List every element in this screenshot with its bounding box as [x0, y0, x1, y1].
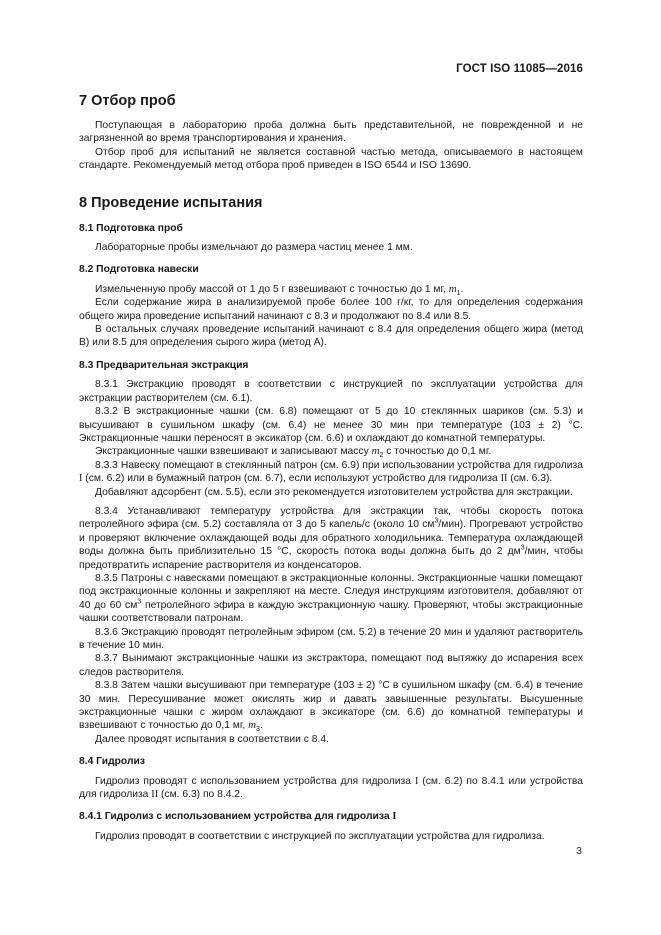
document-body — [79, 91, 583, 843]
section-8-3-next-step: Далее проводят испытания в соответствии с 8.4. — [95, 733, 329, 745]
section-8-3-title: 8.3 Предварительная экстракция — [79, 359, 249, 371]
section-8-3-2-weigh: Экстракционные чашки взвешивают и записывают массу $m_2$ с точностью до 0,1 мг. — [95, 445, 492, 460]
section-8-3-3-adsorbent: Добавляют адсорбент (см. 5.5), если это рекомендуется изготовителем устройства для экстракции. — [95, 486, 573, 498]
section-8-3-7: 8.3.7 Вынимают экстракционные чашки из экстрактора, помещают под вытяжку до испарения всех следов растворителя. — [79, 653, 583, 678]
page-number: 3 — [576, 845, 582, 857]
section-8-3-6: 8.3.6 Экстракцию проводят петролейным эфиром (см. 5.2) в течение 20 мин и удаляют растворитель в течение 10 мин. — [79, 626, 583, 651]
section-8-3-2: 8.3.2 В экстракционные чашки (см. 6.8) помещают от 5 до 10 стеклянных шариков (см. 5.3) и высушивают в сушильном шкафу (см. 6.4) не менее 30 мин при температуре (103 ± 2) °С. Экстракционные чашки переносят в эксикатор (см. 6.6) и охлаждают до комнатной температуры. — [79, 406, 583, 444]
section-7-paragraph-2: Отбор проб для испытаний не является составной частью метода, описываемого в настоящем стандарте. Рекомендуемый метод отбора проб приведен в ISO 6544 и ISO 13690. — [79, 146, 583, 172]
section-8-4-title: 8.4 Гидролиз — [79, 756, 145, 768]
section-7-paragraph-1: Поступающая в лабораторию проба должна быть представительной, не поврежденной и не загрязненной во время транспортирования и хранения. — [79, 120, 583, 145]
section-8-2-title: 8.2 Подготовка навески — [79, 264, 199, 276]
section-8-3-8: 8.3.8 Затем чашки высушивают при температуре (103 ± 2) °С в сушильном шкафу (см. 6.4) в течение 30 мин. Пересушивание может окислять жир и давать завышенные результаты. Высушенные экстракционные чашки с жиром охлаждают в эксикаторе (см. 6.6) до комнатной температуры и взвешивают с точностью до 0,1 мг, $m_3$. — [79, 680, 583, 734]
section-7-title: 7 Отбор проб — [79, 93, 176, 109]
section-8-1-paragraph-1: Лабораторные пробы измельчают до размера частиц менее 1 мм. — [95, 242, 413, 254]
section-8-3-4: 8.3.4 Устанавливают температуру устройства для экстракции так, чтобы скорость потока петролейного эфира (см. 5.2) составляла от 3 до 5 капель/с (около 10 $см^3/мин$). Прогревают устройство и проверяют включение охлаждающей воды для обратного холодильника. Температура охлаждающей воды должна быть приблизительно 15 °С, скорость потока воды должна быть до 2 $дм^3$/мин, чтобы предотвратить испарение растворителя из конденсаторов. — [79, 505, 583, 571]
section-8-4-1-title: 8.4.1 Гидролиз с использованием устройства для гидролиза I — [79, 811, 397, 823]
section-8-3-1: 8.3.1 Экстракцию проводят в соответствии с инструкцией по эксплуатации устройства для экстракции растворителем (см. 6.1). — [79, 379, 583, 404]
document-id-header: ГОСТ ISO 11085—2016 — [456, 63, 583, 75]
section-8-1-title: 8.1 Подготовка проб — [79, 222, 183, 234]
section-8-4-1-paragraph-1: Гидролиз проводят в соответствии с инструкцией по эксплуатации устройства для гидролиза. — [95, 830, 545, 842]
section-8-3-3: 8.3.3 Навеску помещают в стеклянный патрон (см. 6.9) при использовании устройства для гидролиза I (см. 6.2) или в бумажный патрон (см. 6.7), если используют устройство для гидролиза II (см. 6.3). — [79, 459, 583, 485]
section-8-title: 8 Проведение испытания — [79, 194, 263, 211]
section-8-3-5: 8.3.5 Патроны с навесками помещают в экстракционные колонны. Экстракционные чашки помещают под экстракционные колонны и закрепляют на месте. Следуя инструкциям изготовителя, добавляют от 40 до 60 $см^3$ петролейного эфира в каждую экстракционную чашку. Проверяют, чтобы экстракционные чашки соответствовали патронам. — [79, 572, 583, 625]
section-8-2-paragraph-1: Измельченную пробу массой от 1 до 5 г взвешивают с точностью до 1 мг, $m_1$. — [95, 282, 464, 297]
section-8-2-paragraph-3: В остальных случаях проведение испытаний начинают с 8.4 для определения общего жира (метод B) или 8.5 для определения сырого жира (метод А). — [79, 324, 583, 349]
section-8-2-paragraph-2: Если содержание жира в анализируемой пробе более 100 г/кг, то для определения содержания общего жира проведение испытаний начинают с 8.3 и продолжают по 8.4 или 8.5. — [79, 297, 583, 322]
section-8-4-paragraph-1: Гидролиз проводят с использованием устройства для гидролиза I (см. 6.2) по 8.4.1 или устройства для гидролиза II (см. 6.3) по 8.4.2. — [79, 775, 583, 801]
